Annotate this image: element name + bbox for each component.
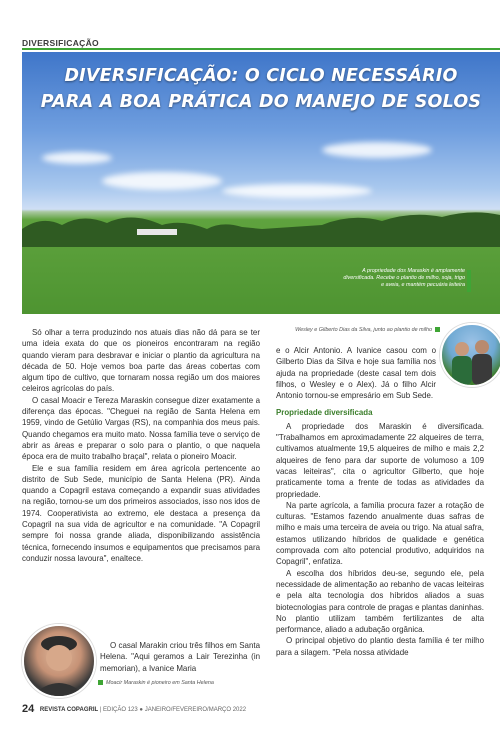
paragraph: O principal objetivo do plantio desta família é ter milho para a silagem. "Pela nossa atividade — [276, 636, 484, 657]
paragraph: Na parte agrícola, a família procura fazer a rotação de culturas. "Estamos fazendo anualmente duas safras de milho e mais uma terceira de aveia ou trigo. Na atual safra, estamos utilizando híbridos de qualidade e genética comprovada com alto potencial produtivo, adquiridos na Copagril", enfatiza. — [276, 500, 484, 567]
portrait-caption: Moacir Maraskin é pioneiro em Santa Helena — [98, 680, 258, 686]
magazine-name: REVISTA COPAGRIL — [39, 707, 99, 713]
moacir-portrait — [22, 624, 96, 698]
hero-caption: A propriedade dos Maraskin é amplamente diversificada. Recebe o plantio de milho, soja, trigo e aveia, e mantém pecuária leiteira — [343, 268, 465, 288]
caption-marker — [98, 680, 103, 685]
cloud — [42, 152, 112, 164]
caption-marker — [435, 327, 440, 332]
subheading: Propriedade diversificada — [276, 408, 373, 418]
right-column — [276, 345, 484, 658]
page-number: 24 — [22, 703, 35, 715]
cloud — [102, 172, 222, 190]
paragraph: Só olhar a terra produzindo nos atuais dias não dá para se ter uma ideia exata do que os pioneiros encontraram na região quando vieram para desbravar e iniciar o plantio da agricultura na década de 50. Hoje vemos boa parte das áreas cobertas com algum tipo de cultivo, que tornaram nossa região um dos maiores celeiros agrícolas do país. — [22, 328, 260, 394]
paragraph: A escolha dos híbridos deu-se, segundo ele, pela necessidade de alimentação ao rebanho de vacas leiteiras e pela alta tecnologia dos híbridos aliados a suas biotecnologias para controle de pragas e plantas daninhas. No plantio utilizam também fertilizantes de alta performance, aliado a adubação orgânica. — [276, 568, 484, 635]
section-divider — [22, 48, 500, 50]
paragraph: e o Alcir Antonio. A Ivanice casou com o Gilberto Dias da Silva e hoje sua família nos ajuda na propriedade (deste casal tem dois filhos, o Wesley e o Alex). Já o filho Alcir Antonio tornou-se empresário em Sub Sede. — [276, 346, 436, 401]
page-footer — [22, 703, 246, 715]
edition-info: | EDIÇÃO 123 ● JANEIRO/FEVEREIRO/MARÇO 2022 — [99, 707, 247, 713]
tree-line — [22, 207, 500, 247]
section-tag: DIVERSIFICAÇÃO — [22, 38, 99, 48]
paragraph: O casal Marakin criou três filhos em Santa Helena. "Aqui geramos a Lair Terezinha (in memorian), a Ivanice Maria — [100, 641, 260, 673]
article-title-line-2: PARA A BOA PRÁTICA DO MANEJO DE SOLOS — [40, 92, 482, 112]
paragraph: O casal Moacir e Tereza Maraskin consegue dizer exatamente a diferença das épocas. "Cheguei na região de Santa Helena em 1959, vindo de Getúlio Vargas (RS), na companhia dos meus pais. Quando chegamos era muito mato. Nossa família teve o serviço de abrir as áreas e preparar o solo para o plantio, o que naquela época era de muito trabalho braçal", relata o pioneiro Moacir. — [22, 395, 260, 462]
cloud — [322, 142, 432, 158]
caption-accent — [467, 270, 471, 292]
article-title-line-1: DIVERSIFICAÇÃO: O CICLO NECESSÁRIO — [64, 66, 458, 86]
paragraph: A propriedade dos Maraskin é diversificada. "Trabalhamos em aproximadamente 22 alqueires de terra, cultivamos atualmente 19,5 alqueires de milho e mais 2,2 alqueires de feno para dar suporte de volumoso a 109 vacas leiteiras", cita o agricultor Gilberto, que hoje praticamente toma a frente de todas as atividades da propriedade. — [276, 421, 484, 499]
left-column-tail — [100, 640, 260, 674]
hero-photo — [22, 52, 500, 314]
photo-caption: Wesley e Gilberto Dias da Silva, junto ao plantio de milho — [270, 327, 440, 333]
left-column — [22, 327, 260, 564]
cloud — [222, 184, 372, 198]
paragraph: Ele e sua família residem em área agrícola pertencente ao distrito de Sub Sede, município de Santa Helena (PR). Ainda quando a Copagril estava começando a expandir suas atividades na região, tornou-se um dos primeiros associados, isso nos idos de 1974. Cooperativista ao extremo, ele destaca a presença da Copagril na sua vida de agricultor e na comunidade. "A Copagril sempre foi nossa grande aliada, disponibilizando assistência técnica, fornecendo insumos e equipamentos que precisamos para conduzir nossa lavoura", enaltece. — [22, 463, 260, 563]
